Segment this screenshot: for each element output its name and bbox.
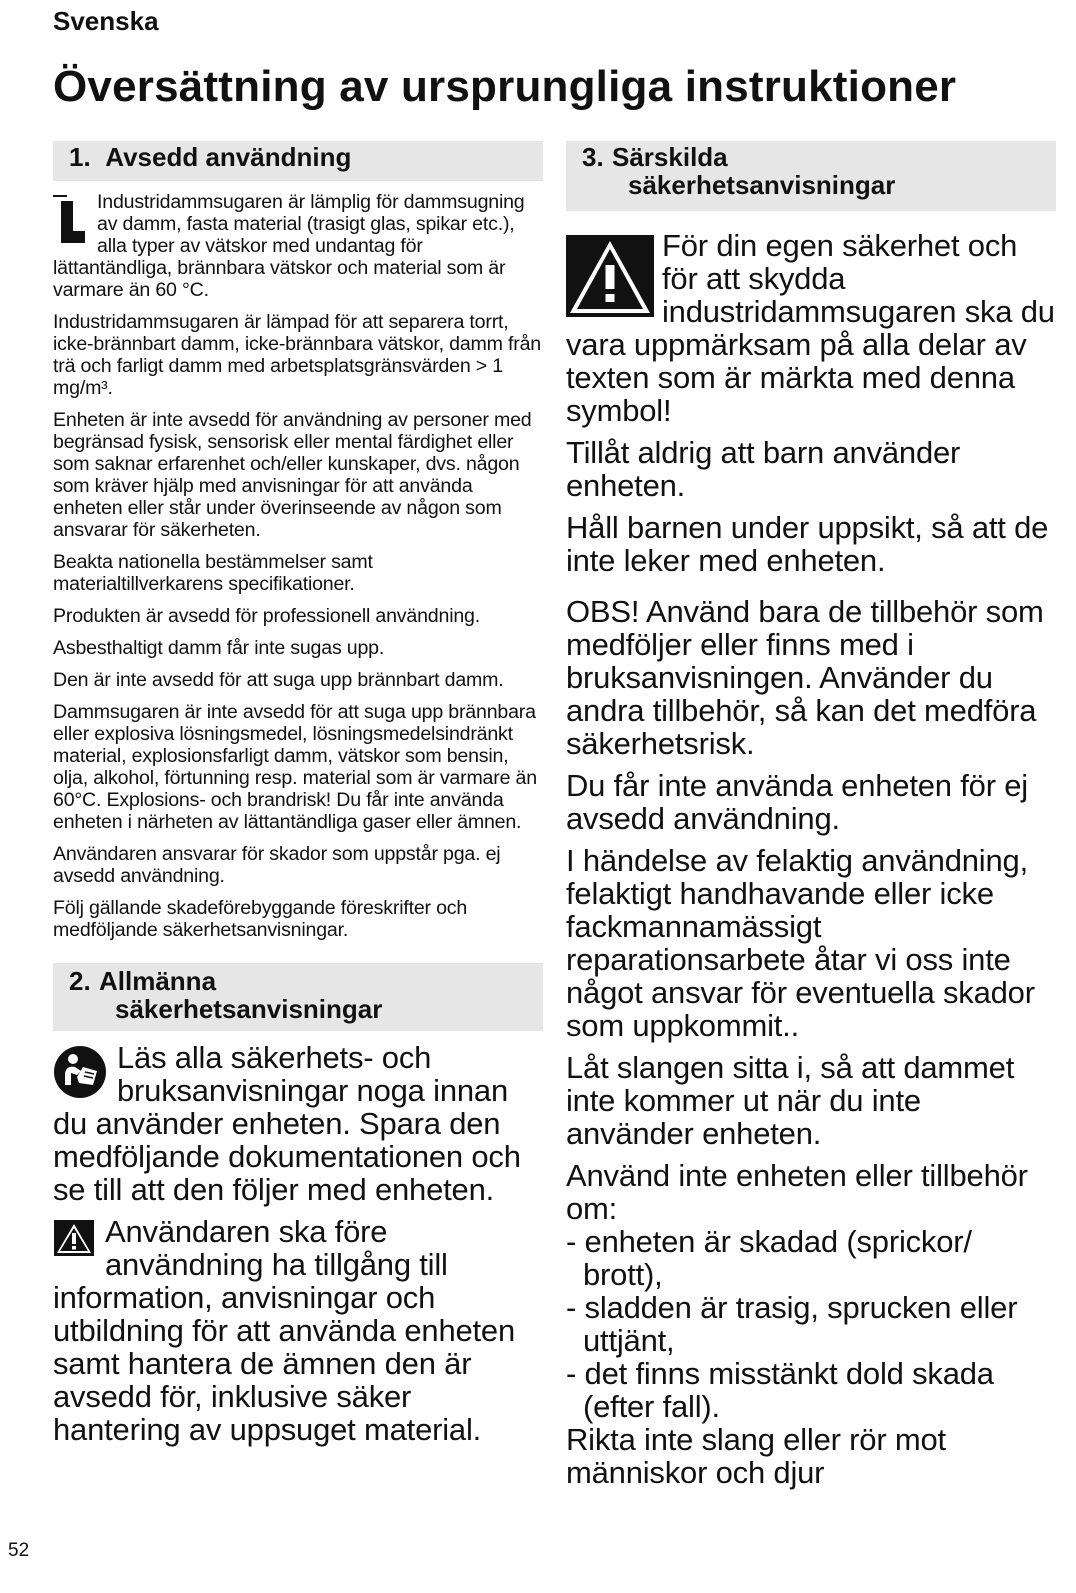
right-column: [566, 141, 1056, 1498]
section-3-title-line2: säkerhetsanvisningar: [628, 170, 896, 200]
section-1-number: 1.: [69, 142, 91, 172]
section-3-paragraph: Tillåt aldrig att barn använder enheten.: [566, 435, 961, 503]
section-2-title-line1: Allmänna: [99, 966, 217, 996]
section-3-list-item: - det finns misstänkt dold skada (efter fall).: [566, 1356, 994, 1424]
section-3-paragraph: Du får inte använda enheten för ej avsedd användning.: [566, 768, 1028, 836]
page-number: 52: [8, 1540, 30, 1561]
section-2-body: [53, 1041, 543, 1446]
read-manual-icon: [53, 1045, 107, 1099]
warning-icon: [53, 1219, 95, 1257]
warning-triangle-icon: [566, 235, 654, 317]
section-2-paragraph: Användaren ska före användning ha tillgång till information, anvisningar och utbildning för att använda enheten samt hantera de ämnen den är avsedd för, inklusive säker hantering av uppsuget material.: [53, 1214, 516, 1447]
section-3-list-item: - enheten är skadad (sprickor/ brott),: [566, 1224, 972, 1292]
section-1-paragraph: Industridammsugaren är lämplig för dammsugning av damm, fasta material (trasigt glas, spikar etc.), alla typer av vätskor med undantag för lättantändliga, brännbara vätskor och material som är varmare än 60 °C.: [53, 191, 525, 301]
section-1-paragraph: Den är inte avsedd för att suga upp brännbart damm.: [53, 669, 504, 691]
section-3-heading: [566, 141, 1056, 211]
section-2-paragraph: Läs alla säkerhets- och bruksanvisningar noga innan du använder enheten. Spara den medföljande dokumentationen och se till att den följer med enheten.: [53, 1040, 521, 1207]
section-1-paragraph: Beakta nationella bestämmelser samt materialtillverkarens specifikationer.: [53, 551, 373, 595]
section-2-heading: [53, 963, 543, 1031]
section-3-paragraph: Håll barnen under uppsikt, så att de inte leker med enheten.: [566, 510, 1049, 578]
section-3-paragraph: För din egen säkerhet och för att skydda industridammsugaren ska du vara uppmärksam på alla delar av texten som är märkta med denna symbol!: [566, 228, 1055, 428]
page-title: Översättning av ursprungliga instruktioner: [53, 62, 957, 111]
section-2-title-line2: säkerhetsanvisningar: [115, 994, 383, 1024]
l-marker-icon: [53, 195, 87, 245]
section-1-title: Avsedd användning: [105, 142, 352, 172]
section-3-paragraph: Använd inte enheten eller tillbehör om:: [566, 1158, 1028, 1226]
section-3-title-line1: Särskilda: [612, 142, 728, 172]
section-1-paragraph: Asbesthaltigt damm får inte sugas upp.: [53, 637, 385, 659]
section-3-body: [566, 229, 1056, 1489]
section-1-paragraph: Enheten är inte avsedd för användning av personer med begränsad fysisk, sensorisk eller mental färdighet eller som saknar erfarenhet och/eller kunskaper, dvs. någon som kräver hjälp med anvisningar för att använda enheten eller står under överinseende av någon som ansvarar för säkerheten.: [53, 409, 532, 541]
section-3-paragraph: OBS! Använd bara de tillbehör som medföljer eller finns med i bruksanvisningen. Använder du andra tillbehör, så kan det medföra säkerhetsrisk.: [566, 594, 1044, 761]
section-3-number: 3.: [582, 142, 604, 172]
language-label: Svenska: [53, 6, 159, 36]
section-1-paragraph: Industridammsugaren är lämpad för att separera torrt, icke-brännbart damm, icke-brännbara vätskor, damm från trä och farligt damm med arbetsplatsgränsvärden > 1 mg/m³.: [53, 311, 541, 399]
left-column: [53, 141, 543, 1455]
section-1-body: [53, 191, 543, 941]
section-3-list-item: - sladden är trasig, sprucken eller uttjänt,: [566, 1290, 1018, 1358]
section-3-closing: Rikta inte slang eller rör mot människor och djur: [566, 1422, 946, 1490]
section-3-paragraph: I händelse av felaktig användning, felaktigt handhavande eller icke fackmannamässigt reparationsarbete åtar vi oss inte något ansvar för eventuella skador som uppkommit..: [566, 843, 1035, 1043]
section-3-paragraph: Låt slangen sitta i, så att dammet inte kommer ut när du inte använder enheten.: [566, 1050, 1015, 1151]
section-1-paragraph: Följ gällande skadeförebyggande föreskrifter och medföljande säkerhetsanvisningar.: [53, 897, 468, 941]
section-1-paragraph: Användaren ansvarar för skador som uppstår pga. ej avsedd användning.: [53, 843, 501, 887]
section-1-paragraph: Dammsugaren är inte avsedd för att suga upp brännbara eller explosiva lösningsmedel, lösningsmedelsindränkt material, explosionsfarligt damm, vätskor som bensin, olja, alkohol, förtunning resp. material som är varmare än 60°C. Explosions- och brandrisk! Du får inte använda enheten i närheten av lättantändliga gaser eller ämnen.: [53, 701, 537, 833]
section-1-paragraph: Produkten är avsedd för professionell användning.: [53, 605, 480, 627]
section-1-heading: [53, 141, 543, 181]
section-2-number: 2.: [69, 966, 91, 996]
